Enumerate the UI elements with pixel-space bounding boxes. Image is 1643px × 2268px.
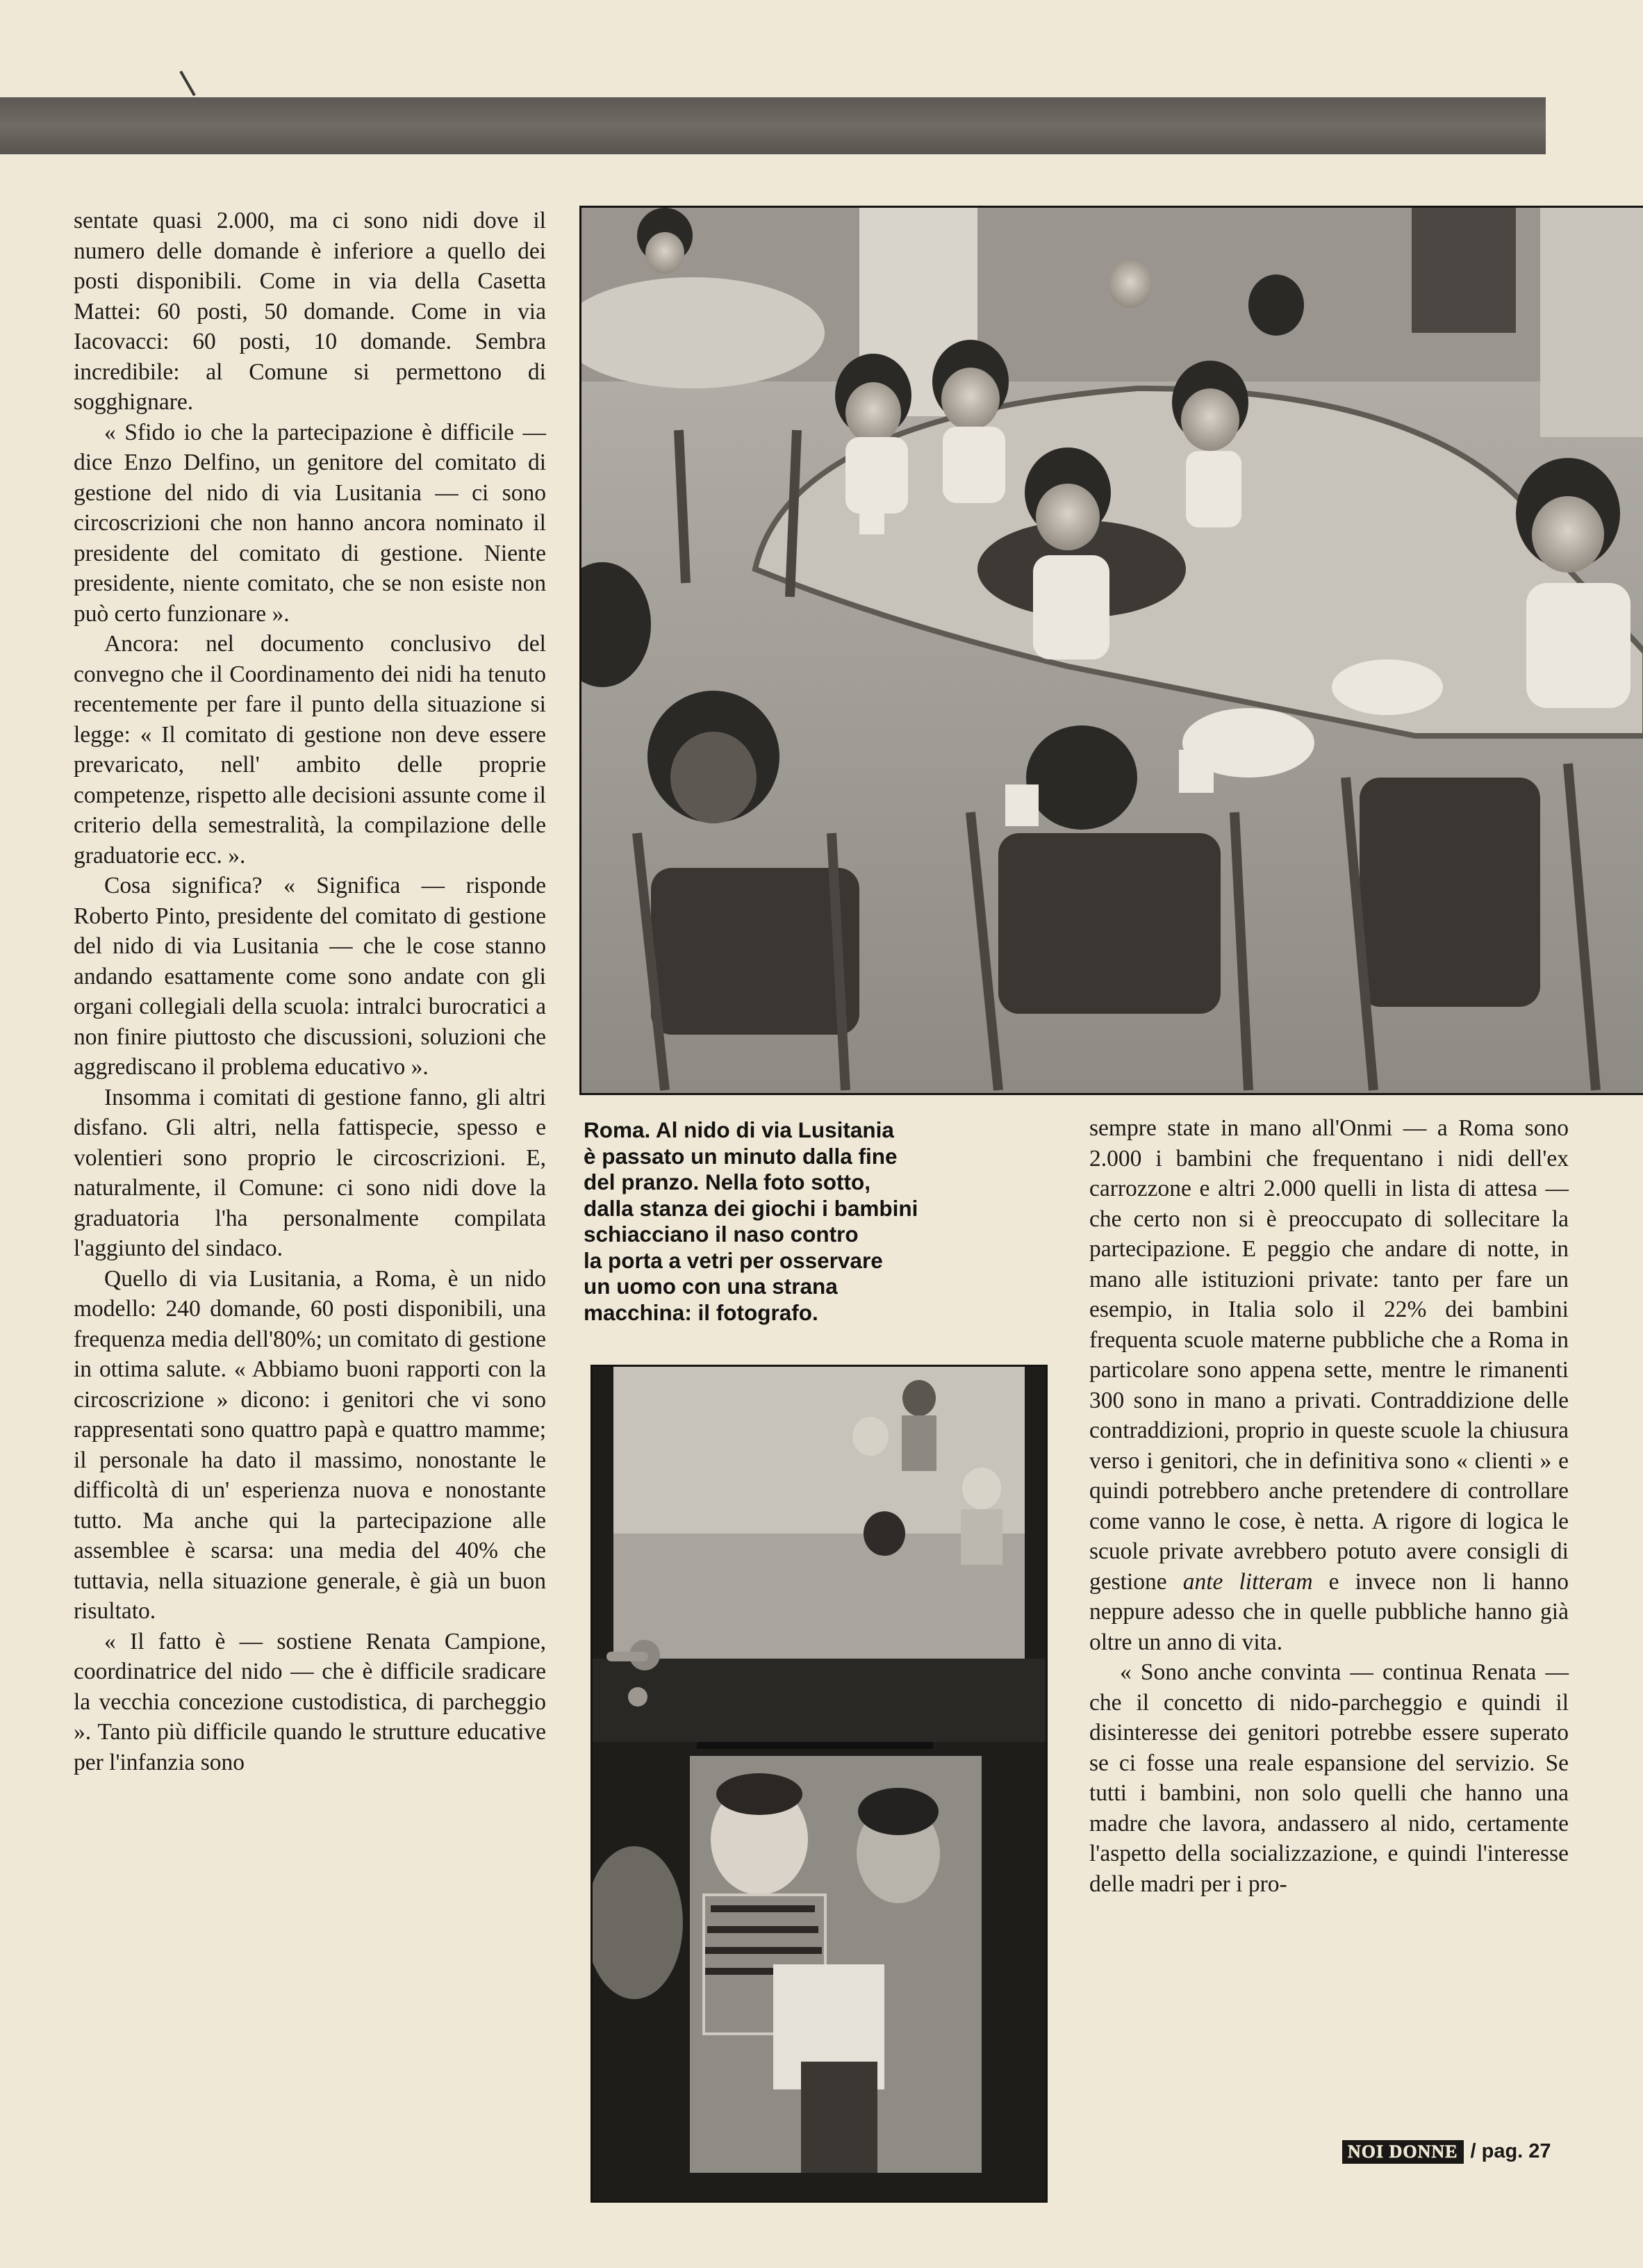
caption-line: la porta a vetri per osservare (584, 1247, 883, 1273)
left-paragraph-4: Cosa significa? « Significa — risponde Roberto Pinto, presidente del comitato di gestione del nido di via Lusitania — che le cose stanno andando esattamente come sono andate con gli organi collegiali della scuola: intralci burocratici a non finire piuttosto che discussioni, soluzioni che aggrediscano il problema educativo ». (74, 873, 546, 1080)
page-footer (1342, 2140, 1564, 2175)
caption-line: schiacciano il naso contro (584, 1222, 859, 1247)
caption-line: del pranzo. Nella foto sotto, (584, 1169, 871, 1194)
left-paragraph-5: Insomma i comitati di gestione fanno, gli altri disfano. Gli altri, nella fattispecie, spesso e volentieri sono proprio le circoscrizioni. E, naturalmente, il Comune: ci sono nidi dove la graduatoria l'ha personalmente compilata l'aggiunto del sindaco. (74, 1084, 546, 1261)
left-paragraph-7: « Il fatto è — sostiene Renata Campione, coordinatrice del nido — che è difficile sradicare la vecchia concezione custodistica, di parcheggio ». Tanto più difficile quando le strutture educative per l'infanzia sono (74, 1628, 546, 1775)
children-table-image (581, 208, 1643, 1093)
header-bar (0, 97, 1546, 154)
right-paragraph-1-text: sempre state in mano all'Onmi — a Roma sono 2.000 i bambini che frequentano i nidi dell'ex carrozzone e altri 2.000 quelli in lista di attesa — che certo non si è preoccupato di sollecitare la partecipazione. E peggio che andare di notte, in mano alle istituzioni private: tanto per fare un esempio, in Italia solo il 22% dei bambini frequenta scuole materne pubbliche che a Roma in particolare sono appena sette, mentre le rimanenti 300 sono in mano a privati. Contraddizione delle contraddizioni, proprio in queste scuole la chiusura verso i genitori, che in definitiva sono « clienti » e quindi potrebbero anche pretendere di controllare come vanno le cose, è netta. A rigore di logica le scuole private avrebbero potuto avere consigli di gestione (1089, 1115, 1569, 1595)
page-number: / pag. 27 (1470, 2140, 1551, 2162)
left-paragraph-1: sentate quasi 2.000, ma ci sono nidi dove il numero delle domande è inferiore a quello dei posti disponibili. Come in via della Casetta Mattei: 60 posti, 50 domande. Come in via Iacovacci: 60 posti, 10 domande. Sembra incredibile: al Comune si permettono di sogghignare. (74, 208, 546, 415)
left-paragraph-2: « Sfido io che la partecipazione è difficile — dice Enzo Delfino, un genitore del comitato di gestione del nido di via Lusitania — ci sono circoscrizioni che non hanno ancora nominato il presidente del comitato di gestione. Niente presidente, niente comitato, che se non esiste non può certo funzionare ». (74, 419, 546, 627)
caption-line: dalla stanza dei giochi i bambini (584, 1195, 918, 1221)
photo-caption (584, 1117, 1028, 1326)
right-paragraph-1-text-end: e invece non li hanno neppure adesso che in quelle pubbliche hanno già oltre un anno di vita. (1089, 1568, 1569, 1655)
photo-children-at-glass-door (591, 1365, 1048, 2203)
magazine-logo: NOI DONNE (1342, 2140, 1464, 2164)
left-paragraph-6: Quello di via Lusitania, a Roma, è un nido modello: 240 domande, 60 posti disponibili, una frequenza media dell'80%; un comitato di gestione in ottima salute. « Abbiamo buoni rapporti con la circoscrizione » dicono: i genitori che vi sono rappresentati sono quattro papà e quattro mamme; il personale ha dato il massimo, nonostante le difficoltà di un' esperienza nuova e nonostante tutto. Ma anche qui la partecipazione alle assemblee è scarsa: una media del 40% che tuttavia, nella situazione generale, è già un buon risultato. (74, 1265, 546, 1624)
caption-line: è passato un minuto dalla fine (584, 1143, 898, 1169)
print-mark (179, 71, 195, 97)
ante-litteram-italic: ante litteram (1182, 1568, 1313, 1595)
right-paragraph-2: « Sono anche convinta — continua Renata — che il concetto di nido-parcheggio e quindi il disinteresse dei genitori potrebbe essere superato se ci fosse una reale espansione del servizio. Se tutti i bambini, non solo quelli che hanno una madre che lavora, andassero al nido, certamente l'aspetto della socializzazione, e quindi l'interesse delle madri per i pro- (1089, 1659, 1569, 1897)
photo-children-at-table (579, 206, 1643, 1095)
article-left-column (74, 206, 546, 1777)
right-paragraph-1 (1089, 1113, 1569, 1657)
caption-line: un uomo con una strana (584, 1274, 838, 1299)
left-paragraph-3: Ancora: nel documento conclusivo del convegno che il Coordinamento dei nidi ha tenuto recentemente per fare il punto della situazione si legge: « Il comitato di gestione non deve essere prevaricato, nell' ambito delle proprie competenze, rispetto alle decisioni assunte come il criterio della semestralità, la compilazione delle graduatorie ecc. ». (74, 631, 546, 869)
glass-door-image (593, 1367, 1046, 2201)
article-right-column (1089, 1113, 1569, 1899)
caption-line: macchina: il fotografo. (584, 1299, 818, 1325)
caption-line: Roma. Al nido di via Lusitania (584, 1117, 894, 1142)
